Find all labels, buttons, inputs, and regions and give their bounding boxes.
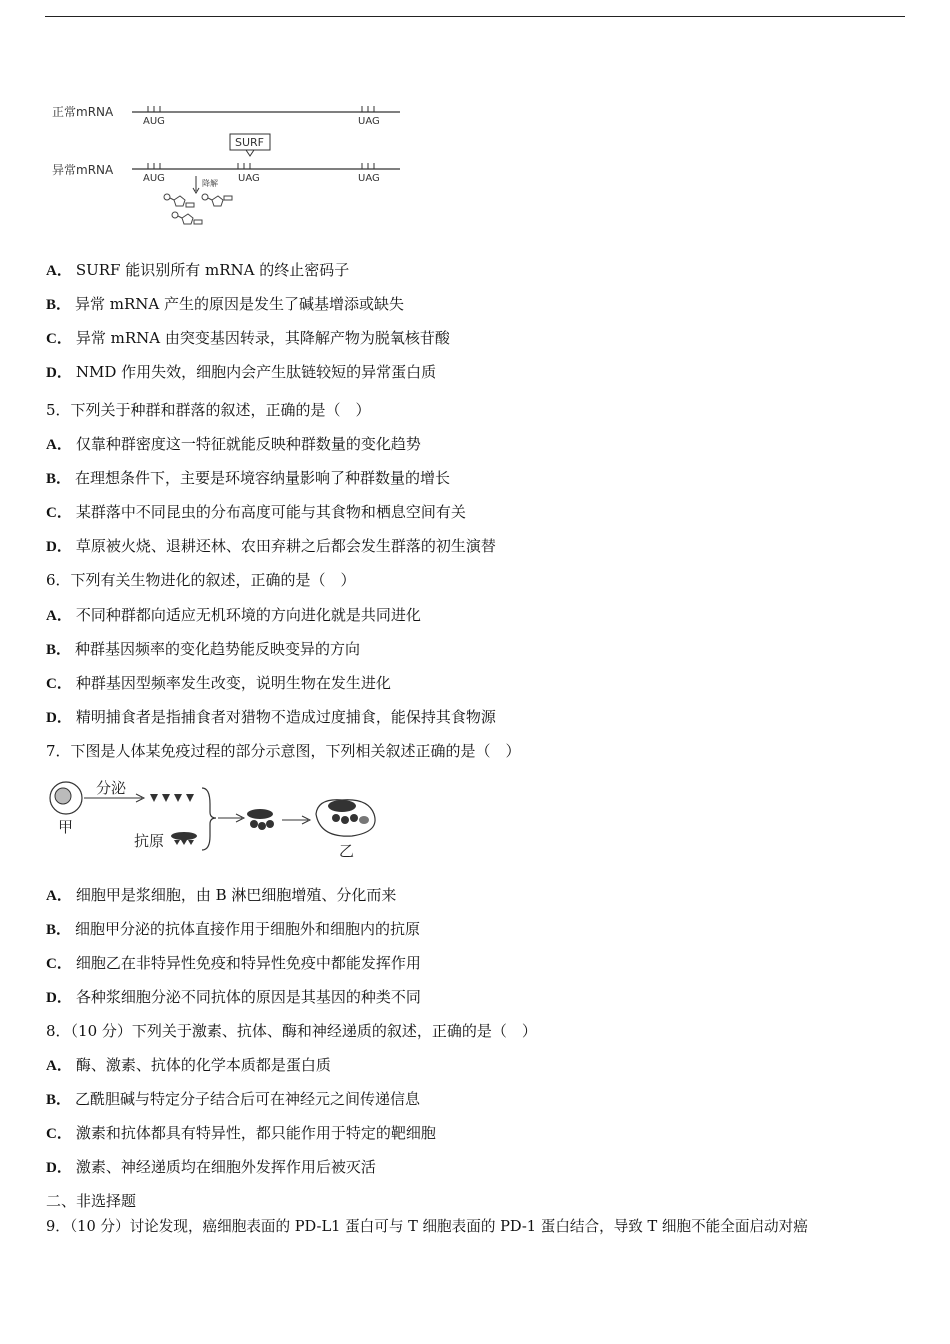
q6-stem: 6．下列有关生物进化的叙述，正确的是（ ） [46,571,356,589]
antigen-antibody-complex-icon [247,809,274,830]
q9-stem: 9．（10 分）讨论发现，癌细胞表面的 PD-L1 蛋白可与 T 细胞表面的 PD-1 蛋白结合，导致 T 细胞不能全面启动对癌 [46,1218,808,1235]
codon-aug-normal: AUG [143,116,165,127]
plasma-cell-icon [50,782,82,814]
q4-option-d: D． NMD 作用失效，细胞内会产生肽链较短的异常蛋白质 [46,363,437,381]
q4-option-c: C． 异常 mRNA 由突变基因转录，其降解产物为脱氧核苷酸 [46,329,450,347]
section-heading: 二、非选择题 [46,1192,137,1210]
q5-option-a: A． 仅靠种群密度这一特征就能反映种群数量的变化趋势 [46,435,421,453]
page-top-rule [45,16,905,17]
q8-option-b: B． 乙酰胆碱与特定分子结合后可在神经元之间传递信息 [46,1090,421,1108]
q8-option-d: D． 激素、神经递质均在细胞外发挥作用后被灭活 [46,1158,376,1176]
codon-aug-abnormal: AUG [143,173,165,184]
immune-process-diagram [46,774,386,866]
antigen-icon [171,832,197,845]
q5-option-d: D． 草原被火烧、退耕还林、农田弃耕之后都会发生群落的初生演替 [46,537,496,555]
q6-option-c: C． 种群基因型频率发生改变，说明生物在发生进化 [46,674,391,692]
antigen-label: 抗原 [134,832,165,850]
q7-option-c: C． 细胞乙在非特异性免疫和特异性免疫中都能发挥作用 [46,954,421,972]
normal-mrna-label: 正常mRNA [52,105,114,119]
degrade-label: 降解 [202,179,218,188]
q4-option-b: B． 异常 mRNA 产生的原因是发生了碱基增添或缺失 [46,295,405,313]
codon-uag-abnormal-early: UAG [238,173,260,184]
q7-option-d: D． 各种浆细胞分泌不同抗体的原因是其基因的种类不同 [46,988,421,1006]
q8-option-a: A． 酶、激素、抗体的化学本质都是蛋白质 [46,1056,331,1074]
q5-option-c: C． 某群落中不同昆虫的分布高度可能与其食物和栖息空间有关 [46,503,466,521]
phagocyte-icon [316,800,375,836]
q8-option-c: C． 激素和抗体都具有特异性，都只能作用于特定的靶细胞 [46,1124,436,1142]
q5-stem: 5．下列关于种群和群落的叙述，正确的是（ ） [46,401,371,419]
nucleotide-fragments-icon [164,194,232,224]
q7-option-b: B． 细胞甲分泌的抗体直接作用于细胞外和细胞内的抗原 [46,920,421,938]
surf-label: SURF [235,136,265,149]
secrete-label: 分泌 [96,779,127,797]
q7-stem: 7．下图是人体某免疫过程的部分示意图，下列相关叙述正确的是（ ） [46,742,521,760]
abnormal-mrna-label: 异常mRNA [52,163,114,177]
codon-uag-normal: UAG [358,116,380,127]
q6-option-d: D． 精明捕食者是指捕食者对猎物不造成过度捕食，能保持其食物源 [46,708,496,726]
antibody-icon [150,794,194,802]
q6-option-a: A． 不同种群都向适应无机环境的方向进化就是共同进化 [46,606,421,624]
q5-option-b: B． 在理想条件下，主要是环境容纳量影响了种群数量的增长 [46,469,451,487]
cell-a-label: 甲 [58,818,74,836]
q8-stem: 8．（10 分）下列关于激素、抗体、酶和神经递质的叙述，正确的是（ ） [46,1022,537,1040]
mrna-diagram [46,96,416,236]
cell-b-label: 乙 [339,842,355,860]
q6-option-b: B． 种群基因频率的变化趋势能反映变异的方向 [46,640,361,658]
q4-option-a: A． SURF 能识别所有 mRNA 的终止密码子 [46,261,350,279]
q7-option-a: A． 细胞甲是浆细胞，由 B 淋巴细胞增殖、分化而来 [46,886,397,904]
codon-uag-abnormal: UAG [358,173,380,184]
